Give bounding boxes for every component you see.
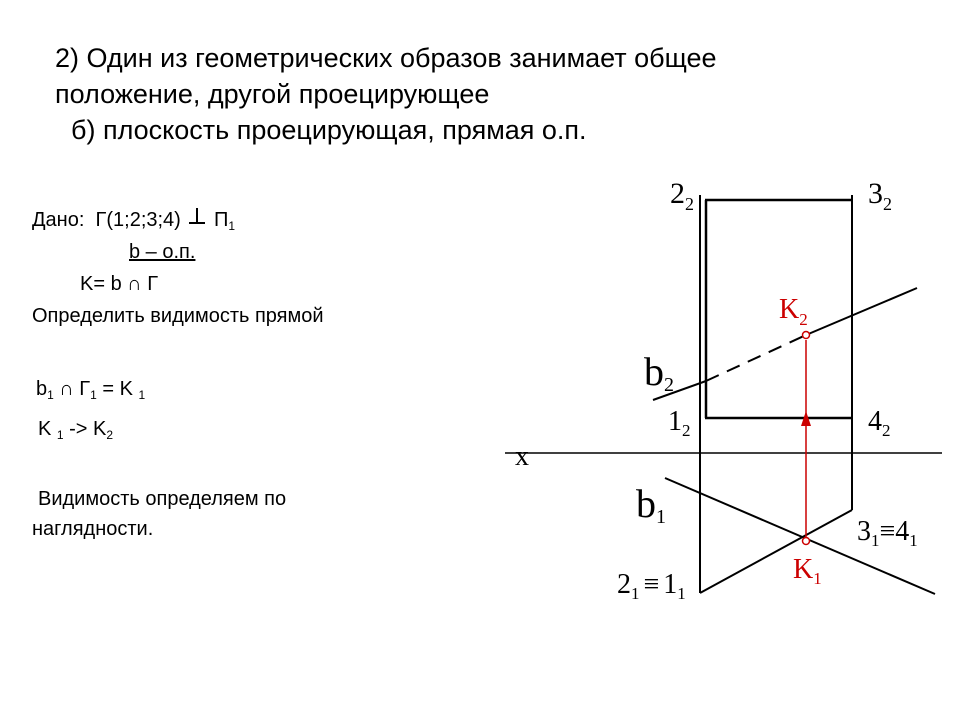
step-1-cap: ∩ Г xyxy=(53,378,91,400)
label-k1: $K_1$ xyxy=(793,554,822,588)
k2-point xyxy=(803,332,810,339)
k1-point xyxy=(803,538,810,545)
given-projection-plane-sub: 1 xyxy=(228,219,236,233)
step-1-eq: = K xyxy=(96,378,139,400)
b2-line-right xyxy=(806,288,917,335)
label-2-1-1-1: $2_1 \equiv 1_1$ xyxy=(617,569,686,603)
note-line-1: Видимость определяем по xyxy=(38,488,287,510)
step-1-k-sub: 1 xyxy=(138,388,146,402)
label-b2: b2 xyxy=(644,349,674,396)
label-3-2: $3_2$ xyxy=(868,177,892,214)
step-1-b: b xyxy=(36,378,48,400)
label-1-2: $1_2$ xyxy=(668,406,691,440)
axis-label-x: x xyxy=(515,441,529,472)
step-1-b-sub: 1 xyxy=(47,388,54,402)
step-2-k: K xyxy=(38,418,57,440)
b2-hidden-segment xyxy=(706,335,806,381)
label-4-2: $4_2$ xyxy=(868,406,891,440)
note-line-2: наглядности. xyxy=(32,518,154,540)
label-2-2: $2_2$ xyxy=(670,177,694,214)
plane-horizontal-projection xyxy=(700,510,852,593)
label-b1: b1 xyxy=(636,481,666,528)
given-plane: Г(1;2;3;4) xyxy=(95,209,181,231)
title-line-3: б) плоскость проецирующая, прямая о.п. xyxy=(71,115,587,145)
step-2-k2-sub: 2 xyxy=(106,428,114,442)
given-label: Дано: xyxy=(32,209,85,231)
label-3-1-4-1: $3_1\equiv 4_1$ xyxy=(857,516,918,550)
given-task: Определить видимость прямой xyxy=(32,305,324,327)
step-1-g-sub: 1 xyxy=(90,388,97,402)
step-2-arrow: -> K xyxy=(63,418,107,440)
title-line-2: положение, другой проецирующее xyxy=(55,79,490,109)
label-k2: $K_2$ xyxy=(779,294,808,329)
step-2-k-sub: 1 xyxy=(56,428,64,442)
given-intersection: K= b ∩ Г xyxy=(80,273,159,295)
given-projection-plane: П xyxy=(213,209,229,231)
title-line-1: 2) Один из геометрических образов занимает общее xyxy=(55,43,717,73)
given-line-b: b – о.п. xyxy=(129,241,196,263)
